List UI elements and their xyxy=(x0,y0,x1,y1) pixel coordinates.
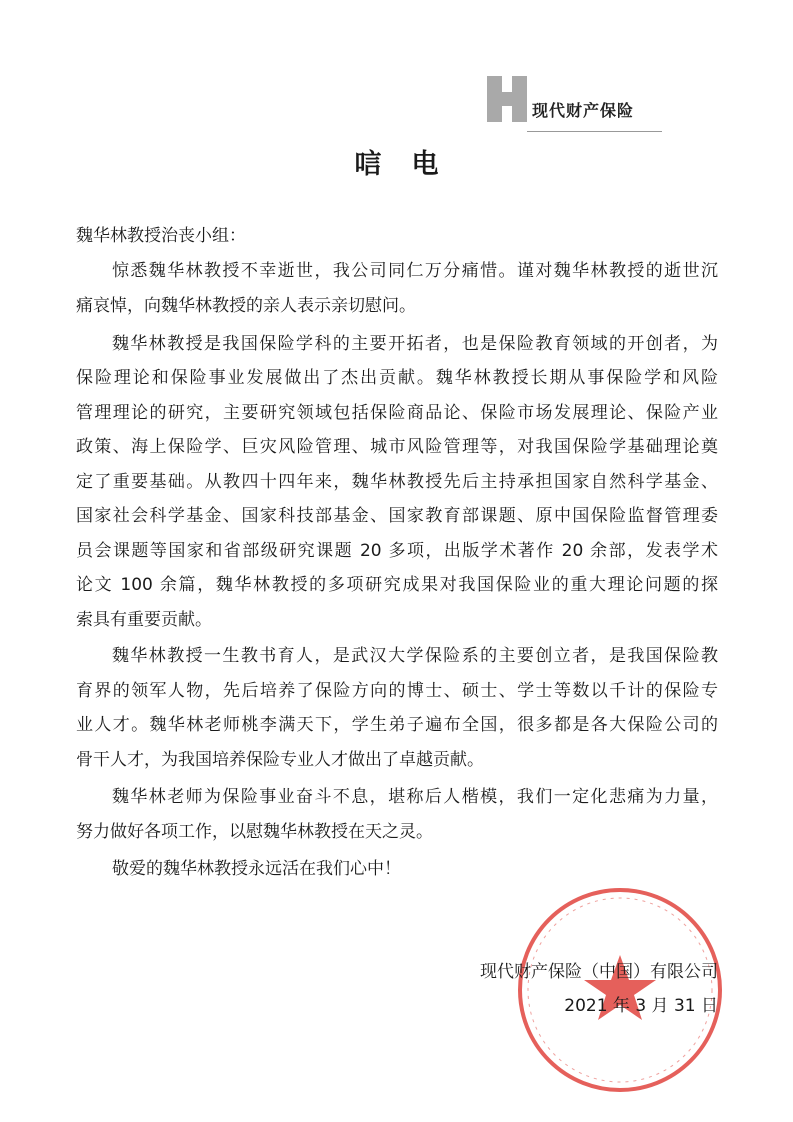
paragraph-line: 论文 100 余篇，魏华林教授的多项研究成果对我国保险业的重大理论问题的探 xyxy=(76,575,718,595)
signature-date: 2021 年 3 月 31 日 xyxy=(564,996,718,1016)
salutation: 魏华林教授治丧小组： xyxy=(76,226,246,246)
paragraph-line: 管理理论的研究，主要研究领域包括保险商品论、保险市场发展理论、保险产业 xyxy=(76,403,718,423)
paragraph-line: 员会课题等国家和省部级研究课题 20 多项，出版学术著作 20 余部，发表学术 xyxy=(76,541,718,561)
paragraph-line: 保险理论和保险事业发展做出了杰出贡献。魏华林教授长期从事保险学和风险 xyxy=(76,368,718,388)
paragraph-line: 骨干人才，为我国培养保险专业人才做出了卓越贡献。 xyxy=(76,750,484,770)
company-logo xyxy=(487,76,667,136)
paragraph-line: 魏华林教授是我国保险学科的主要开拓者，也是保险教育领域的开创者，为 xyxy=(112,334,718,354)
paragraph-line: 努力做好各项工作，以慰魏华林教授在天之灵。 xyxy=(76,822,433,842)
paragraph-line: 国家社会科学基金、国家科技部基金、国家教育部课题、原中国保险监督管理委 xyxy=(76,506,718,526)
paragraph-line: 敬爱的魏华林教授永远活在我们心中！ xyxy=(112,859,401,879)
paragraph-line: 魏华林教授一生教书育人，是武汉大学保险系的主要创立者，是我国保险教 xyxy=(112,646,718,666)
paragraph-line: 政策、海上保险学、巨灾风险管理、城市风险管理等，对我国保险学基础理论奠 xyxy=(76,437,718,457)
signature-company: 现代财产保险（中国）有限公司 xyxy=(480,962,718,982)
paragraph-line: 魏华林老师为保险事业奋斗不息，堪称后人楷模，我们一定化悲痛为力量， xyxy=(112,787,718,807)
paragraph-line: 惊悉魏华林教授不幸逝世，我公司同仁万分痛惜。谨对魏华林教授的逝世沉 xyxy=(112,261,718,281)
company-seal xyxy=(510,880,730,1100)
paragraph-line: 痛哀悼，向魏华林教授的亲人表示亲切慰问。 xyxy=(76,296,416,316)
page-title: 唁电 xyxy=(354,149,469,180)
paragraph-line: 业人才。魏华林老师桃李满天下，学生弟子遍布全国，很多都是各大保险公司的 xyxy=(76,715,718,735)
paragraph-line: 索具有重要贡献。 xyxy=(76,610,212,630)
logo-divider xyxy=(527,131,662,132)
logo-text: 现代财产保险 xyxy=(532,101,635,120)
logo-h-mark xyxy=(487,76,527,122)
paragraph-line: 育界的领军人物，先后培养了保险方向的博士、硕士、学士等数以千计的保险专 xyxy=(76,681,718,701)
paragraph-line: 定了重要基础。从教四十四年来，魏华林教授先后主持承担国家自然科学基金、 xyxy=(76,472,718,492)
